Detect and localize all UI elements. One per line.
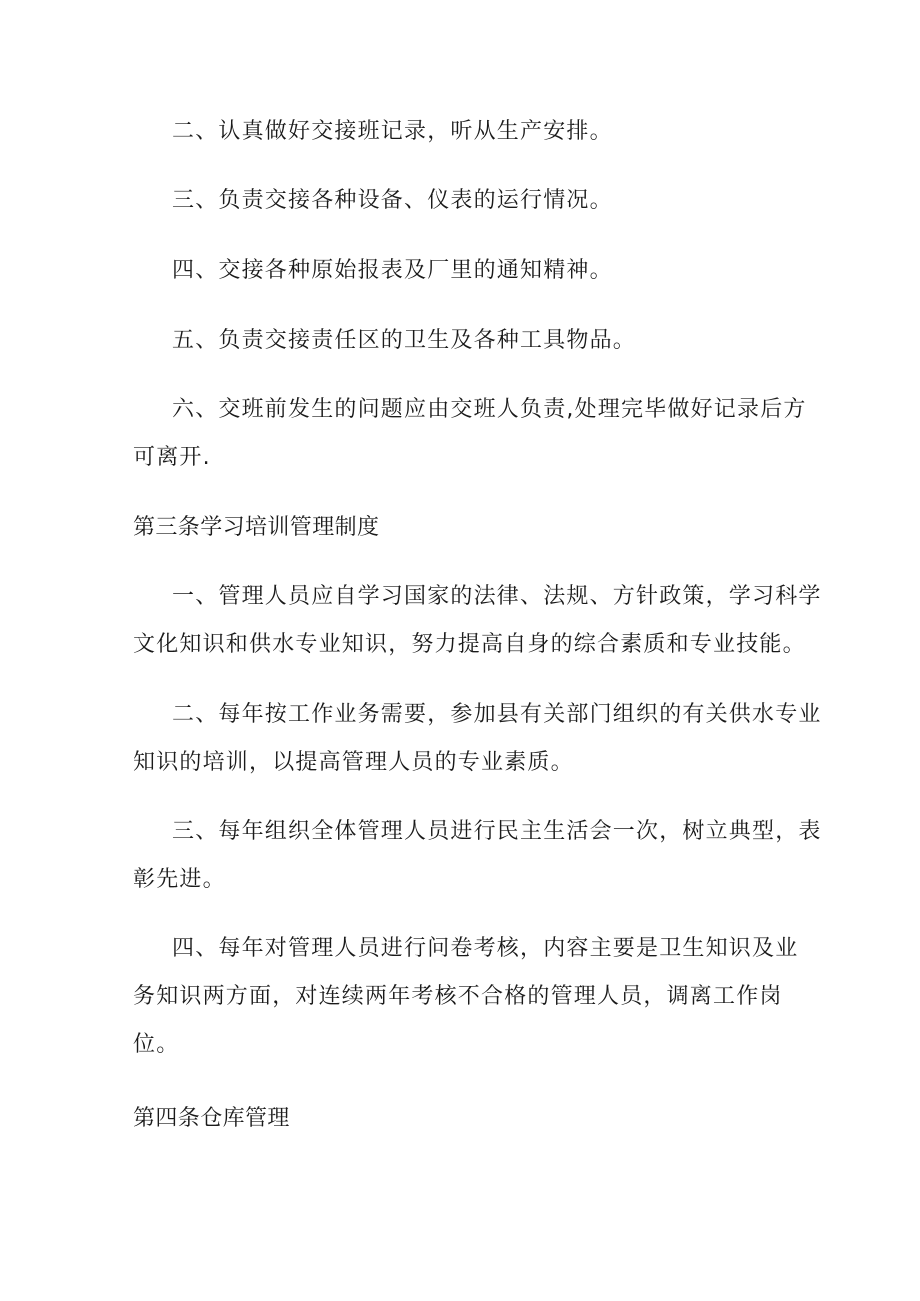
paragraph-line: 三、负责交接各种设备、仪表的运行情况。 bbox=[172, 188, 613, 213]
paragraph-line: 五、负责交接责任区的卫生及各种工具物品。 bbox=[172, 328, 637, 353]
paragraph-line: 一、管理人员应自学习国家的法律、法规、方针政策，学习科学 bbox=[172, 584, 822, 609]
paragraph-line: 位。 bbox=[133, 1032, 180, 1057]
paragraph-line: 三、每年组织全体管理人员进行民主生活会一次，树立典型，表 bbox=[172, 819, 822, 844]
paragraph-line: 务知识两方面，对连续两年考核不合格的管理人员，调离工作岗 bbox=[133, 984, 783, 1009]
paragraph-line: 二、认真做好交接班记录，听从生产安排。 bbox=[172, 119, 613, 144]
paragraph-line: 四、交接各种原始报表及厂里的通知精神。 bbox=[172, 258, 613, 283]
section-heading: 第四条仓库管理 bbox=[133, 1106, 290, 1131]
paragraph-line: 文化知识和供水专业知识，努力提高自身的综合素质和专业技能。 bbox=[133, 632, 806, 657]
paragraph-line: 四、每年对管理人员进行问卷考核，内容主要是卫生知识及业 bbox=[172, 936, 799, 961]
paragraph-line: 二、每年按工作业务需要，参加县有关部门组织的有关供水专业 bbox=[172, 702, 822, 727]
section-heading: 第三条学习培训管理制度 bbox=[133, 515, 380, 540]
paragraph-line: 六、交班前发生的问题应由交班人负责,处理完毕做好记录后方 bbox=[172, 397, 807, 422]
paragraph-line: 彰先进。 bbox=[133, 867, 226, 892]
paragraph-line: 知识的培训，以提高管理人员的专业素质。 bbox=[133, 750, 574, 775]
paragraph-line: 可离开. bbox=[133, 445, 211, 470]
